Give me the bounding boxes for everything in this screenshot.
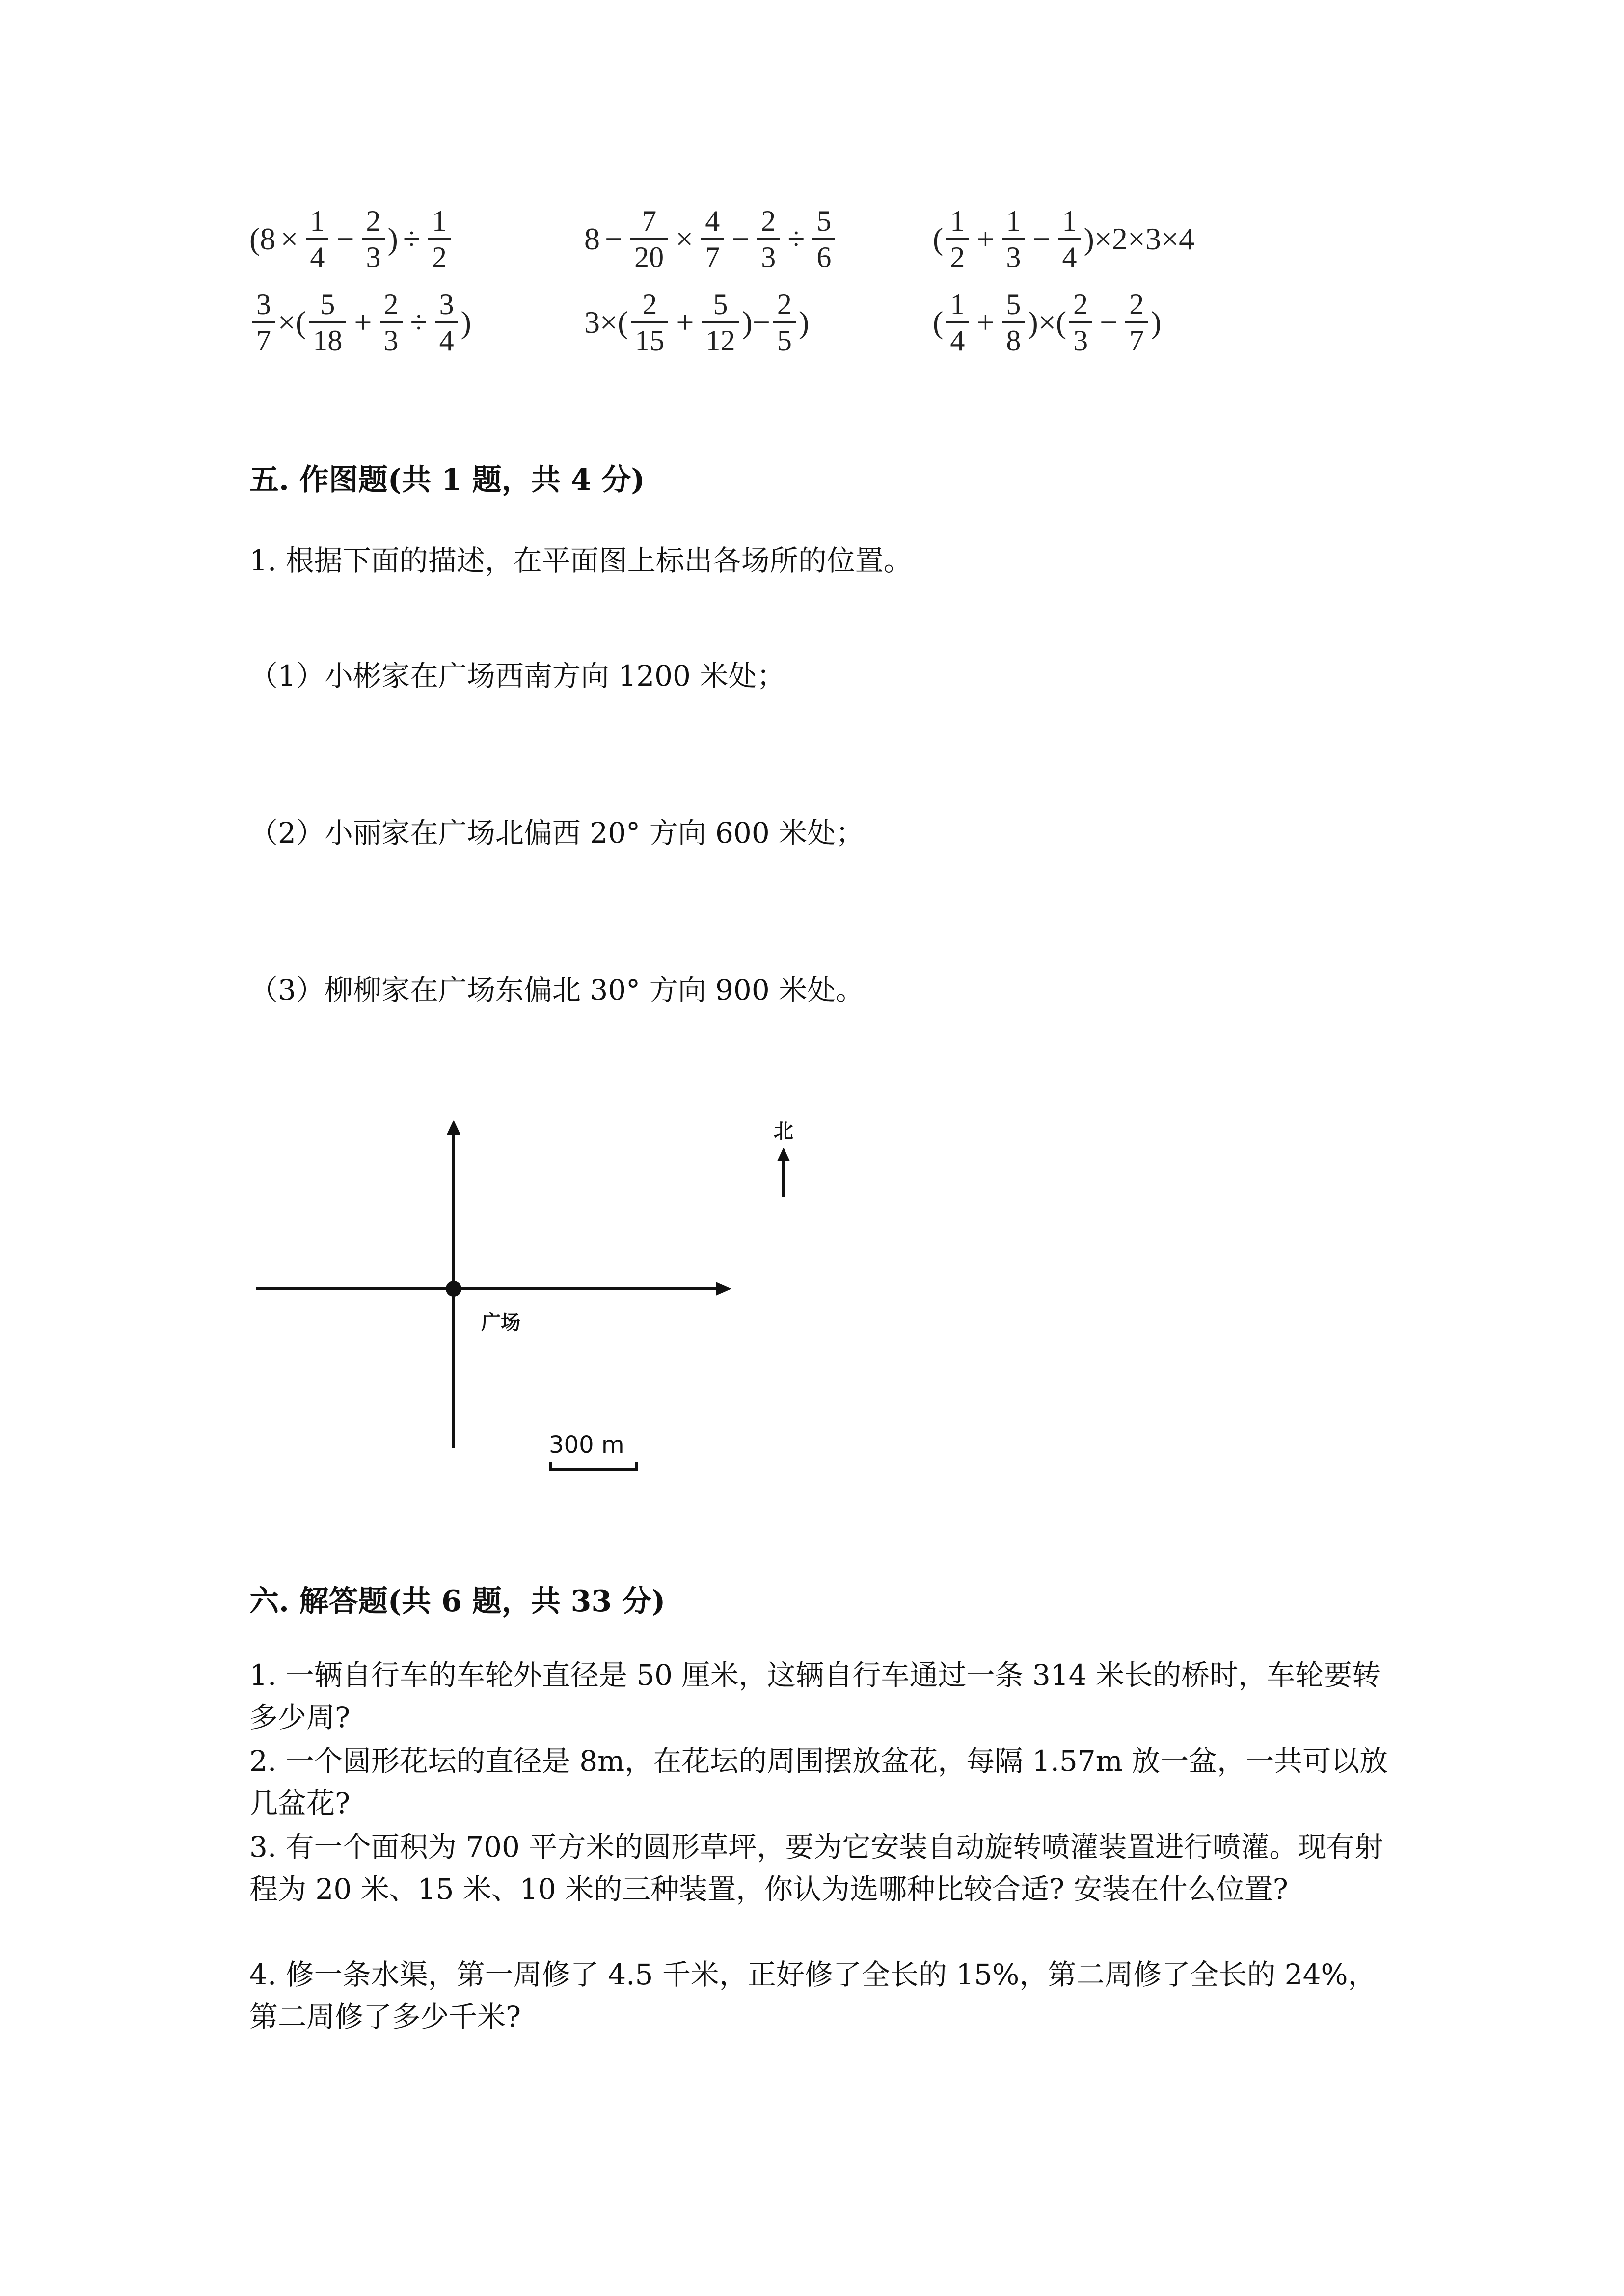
- expr-text: (: [933, 221, 944, 256]
- section-5-item-3: （3）柳柳家在广场东偏北 30° 方向 900 米处。: [249, 973, 865, 1007]
- expr-text: ×2×3×4: [1094, 221, 1195, 256]
- section-5-question: 1. 根据下面的描述，在平面图上标出各场所的位置。: [249, 544, 912, 577]
- fraction: $\frac{2}{3}$: [757, 206, 780, 272]
- expr-text: 3×(: [584, 305, 628, 340]
- expr-op: ÷: [410, 305, 428, 340]
- expr-op: −: [731, 221, 750, 256]
- scale-bar: [551, 1462, 636, 1469]
- fraction: $\frac{2}{3}$: [380, 290, 403, 355]
- expression-3: [933, 206, 1194, 272]
- fraction: $\frac{2}{5}$: [773, 290, 796, 355]
- expr-op: ÷: [787, 221, 805, 256]
- expr-text: ): [1151, 305, 1162, 340]
- fraction: $\frac{4}{7}$: [701, 206, 724, 272]
- expr-text: ): [798, 305, 810, 340]
- east-arrow-icon: [716, 1282, 731, 1296]
- expr-op: −: [1032, 221, 1051, 256]
- expr-op: +: [676, 305, 694, 340]
- fraction: $\frac{1}{2}$: [946, 206, 969, 272]
- fraction: $\frac{1}{4}$: [306, 206, 328, 272]
- fraction: $\frac{5}{18}$: [309, 290, 346, 355]
- expr-text: )×(: [1028, 305, 1067, 340]
- plaza-label: 广场: [481, 1311, 520, 1334]
- fraction: $\frac{1}{3}$: [1002, 206, 1025, 272]
- north-label: 北: [774, 1120, 793, 1143]
- scale-label: 300 m: [549, 1431, 624, 1459]
- expr-op: −: [336, 221, 354, 256]
- expr-op: −: [605, 221, 623, 256]
- expression-1: [249, 206, 454, 272]
- plaza-point: [446, 1281, 461, 1297]
- expr-text: )−: [742, 305, 770, 340]
- fraction: $\frac{2}{15}$: [631, 290, 668, 355]
- fraction: $\frac{5}{12}$: [702, 290, 739, 355]
- north-axis-arrow-icon: [447, 1120, 460, 1135]
- expression-5: [584, 290, 809, 355]
- question-4: 4. 修一条水渠，第一周修了 4.5 千米，正好修了全长的 15%，第二周修了全长的 24%，第二周修了多少千米?: [249, 1958, 1377, 2033]
- expr-text: (8: [249, 221, 276, 256]
- fraction: $\frac{5}{6}$: [812, 206, 835, 272]
- north-compass-arrow-icon: [777, 1148, 790, 1161]
- expr-op: +: [976, 305, 995, 340]
- section-5-heading: 五. 作图题(共 1 题，共 4 分): [249, 463, 645, 497]
- question-2: 2. 一个圆形花坛的直径是 8m，在花坛的周围摆放盆花，每隔 1.57m 放一盆，一共可以放几盆花?: [249, 1744, 1388, 1820]
- expr-op: ÷: [403, 221, 420, 256]
- expr-op: +: [354, 305, 372, 340]
- fraction: $\frac{1}{4}$: [1058, 206, 1081, 272]
- fraction: $\frac{3}{7}$: [252, 290, 275, 355]
- expr-op: −: [1100, 305, 1118, 340]
- section-6-heading: 六. 解答题(共 6 题，共 33 分): [249, 1584, 666, 1619]
- fraction: $\frac{5}{8}$: [1002, 290, 1025, 355]
- question-1: 1. 一辆自行车的车轮外直径是 50 厘米，这辆自行车通过一条 314 米长的桥时，车轮要转多少周?: [249, 1658, 1381, 1734]
- expr-text: ): [387, 221, 398, 256]
- expression-2: [584, 206, 838, 272]
- question-3: 3. 有一个面积为 700 平方米的圆形草坪，要为它安装自动旋转喷灌装置进行喷灌。现有射程为 20 米、15 米、10 米的三种装置，你认为选哪种比较合适? 安装在什么位置?: [249, 1830, 1383, 1906]
- section-5-item-1: （1）小彬家在广场西南方向 1200 米处；: [249, 659, 785, 693]
- fraction: $\frac{1}{4}$: [946, 290, 969, 355]
- expr-op: +: [976, 221, 995, 256]
- expr-text: ): [460, 305, 471, 340]
- expr-text: 8: [584, 221, 600, 256]
- fraction: $\frac{2}{3}$: [362, 206, 385, 272]
- fraction: $\frac{2}{7}$: [1125, 290, 1148, 355]
- expr-text: ×(: [278, 305, 306, 340]
- expr-text: ): [1083, 221, 1094, 256]
- fraction: $\frac{7}{20}$: [630, 206, 668, 272]
- fraction: $\frac{2}{3}$: [1069, 290, 1092, 355]
- expression-4: [249, 290, 471, 355]
- expr-op: ×: [676, 221, 694, 256]
- expression-6: [933, 290, 1162, 355]
- fraction: $\frac{1}{2}$: [428, 206, 451, 272]
- section-5-item-2: （2）小丽家在广场北偏西 20° 方向 600 米处；: [249, 816, 865, 850]
- plaza-map-diagram: [245, 1109, 835, 1502]
- fraction: $\frac{3}{4}$: [435, 290, 458, 355]
- expr-op: ×: [280, 221, 298, 256]
- expr-text: (: [933, 305, 944, 340]
